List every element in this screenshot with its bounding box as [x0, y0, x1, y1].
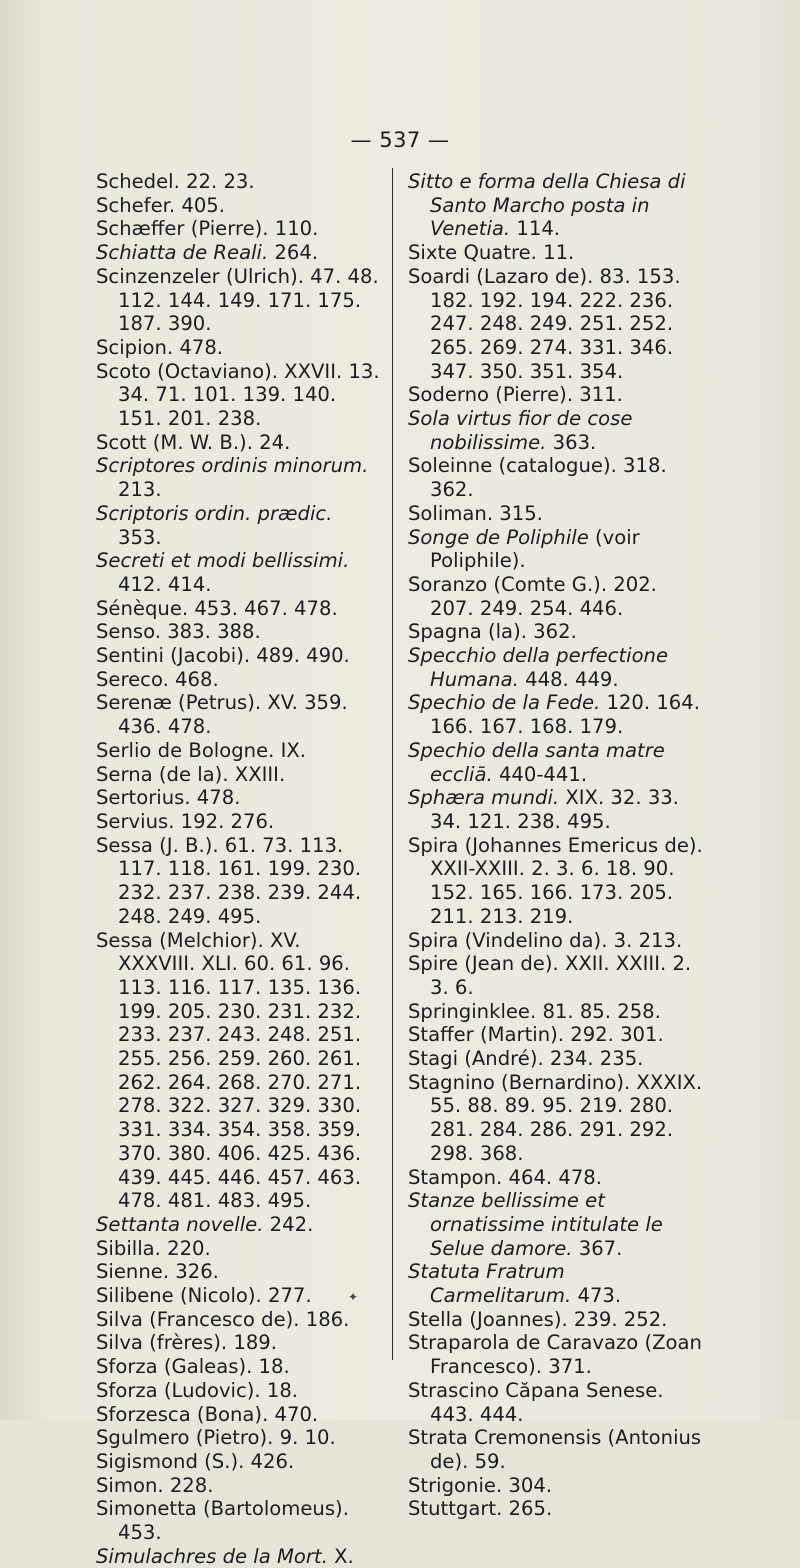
entry-title: Simulachres de la Mort. [96, 1544, 328, 1568]
entry-text: Scoto (Octaviano). XXVII. 13. 34. 71. 101. 139. 140. 151. 201. 238. [96, 359, 380, 431]
entry-text: Stella (Joannes). 239. 252. [408, 1307, 668, 1331]
index-entry [96, 1284, 380, 1308]
entry-text: 353. [118, 525, 162, 549]
index-entry [96, 1331, 380, 1355]
index-entry [408, 620, 704, 644]
entry-text: Sibilla. 220. [96, 1236, 211, 1260]
entry-text: Silva (Francesco de). 186. [96, 1307, 350, 1331]
index-entry [408, 407, 704, 454]
entry-title: Sola virtus fior de cose nobilissime. [408, 407, 633, 454]
entry-text: Stuttgart. 265. [408, 1497, 553, 1521]
entry-text: Simonetta (Bartolomeus). 453. [96, 1497, 349, 1545]
index-entry [96, 1450, 380, 1474]
index-entry [96, 170, 380, 194]
index-entry [408, 170, 704, 241]
entry-title: Secreti et modi bellissimi. [96, 549, 350, 573]
entry-text: Strata Cremonensis (Antonius de). 59. [408, 1426, 702, 1473]
index-entry [408, 1474, 704, 1498]
entry-text: Sertorius. 478. [96, 786, 241, 810]
index-entry [408, 502, 704, 526]
entry-text: (voir Poliphile). [430, 525, 640, 573]
index-entry [408, 1260, 704, 1307]
index-entry [96, 360, 380, 431]
index-entry [96, 217, 380, 241]
entry-text: Spire (Jean de). XXII. XXIII. 2. 3. 6. [408, 952, 692, 999]
index-entry [96, 786, 380, 810]
index-entry [96, 691, 380, 738]
index-entry [96, 1308, 380, 1332]
entry-text: Spira (Vindelino da). 3. 213. [408, 928, 683, 952]
entry-text: Sixte Quatre. 11. [408, 241, 575, 265]
entry-title: Spechio de la Fede. [408, 691, 601, 715]
entry-text: Sénèque. 453. 467. 478. [96, 596, 338, 620]
entry-text: Scott (M. W. B.). 24. [96, 430, 291, 454]
entry-text: Spira (Johannes Emericus de). XXII-XXIII. 2. 3. 6. 18. 90. 152. 165. 166. 173. 205. 211. 213. 219. [408, 833, 703, 928]
index-entry [96, 810, 380, 834]
entry-text: 412. 414. [118, 572, 212, 596]
index-entry [408, 952, 704, 999]
entry-text: Soliman. 315. [408, 501, 543, 525]
entry-title: Schiatta de Reali. [96, 241, 269, 265]
index-entry [408, 1023, 704, 1047]
entry-title: Statuta Fratrum Carmelitarum. [408, 1260, 572, 1308]
entry-title: Scriptores ordinis minorum. [96, 454, 369, 478]
index-entry [96, 763, 380, 787]
entry-text: XIX. 32. 33. 34. 121. 238. 495. [430, 786, 679, 833]
index-column-left [96, 170, 380, 1568]
entry-text: Soleinne (catalogue). 318. 362. [408, 454, 667, 502]
entry-text: Stagi (André). 234. 235. [408, 1047, 644, 1071]
index-entry [96, 1237, 380, 1261]
entry-text: 448. 449. [518, 667, 619, 691]
index-entry [408, 1166, 704, 1190]
index-entry [408, 1426, 704, 1473]
index-entry [96, 739, 380, 763]
entry-title: Settanta novelle. [96, 1212, 264, 1236]
entry-title: Spechio della santa matre eccliā. [408, 738, 665, 786]
index-entry [96, 549, 380, 596]
index-entry [408, 644, 704, 691]
entry-text: Strigonie. 304. [408, 1473, 553, 1497]
entry-text: Servius. 192. 276. [96, 809, 275, 833]
entry-title: Specchio della perfectione Humana. [408, 644, 669, 691]
index-entry [96, 1355, 380, 1379]
index-entry [96, 668, 380, 692]
entry-text: Simon. 228. [96, 1473, 214, 1497]
index-entry [408, 691, 704, 738]
index-entry [408, 1071, 704, 1166]
entry-text: Serlio de Bologne. IX. [96, 738, 307, 762]
entry-text: Spagna (la). 362. [408, 620, 577, 644]
entry-text: Soderno (Pierre). 311. [408, 383, 623, 407]
index-entry [96, 241, 380, 265]
entry-text: Soardi (Lazaro de). 83. 153. 182. 192. 194. 222. 236. 247. 248. 249. 251. 252. 265. 269. 274. 331. 346. 347. 350. 351. 354. [408, 264, 681, 383]
entry-text: 213. [118, 478, 162, 502]
entry-text: X. [327, 1544, 354, 1568]
entry-text: Silibene (Nicolo). 277. [96, 1284, 312, 1308]
entry-text: Senso. 383. 388. [96, 620, 261, 644]
index-entry [96, 1497, 380, 1544]
entry-text: Staffer (Martin). 292. 301. [408, 1023, 664, 1047]
index-entry [408, 786, 704, 833]
entry-title: Sphæra mundi. [408, 786, 560, 810]
index-entry [408, 454, 704, 501]
ink-mark-icon: ✦ [348, 1290, 359, 1304]
entry-text: Sessa (J. B.). 61. 73. 113. 117. 118. 161. 199. 230. 232. 237. 238. 239. 244. 248. 249. 495. [96, 833, 362, 928]
index-entry [96, 336, 380, 360]
index-entry [96, 265, 380, 336]
index-entry [96, 644, 380, 668]
index-entry [408, 929, 704, 953]
entry-text: 120. 164. 166. 167. 168. 179. [430, 691, 700, 739]
index-entry [96, 1474, 380, 1498]
index-entry [408, 526, 704, 573]
index-entry [96, 454, 380, 501]
index-entry [408, 1331, 704, 1378]
entry-title: Songe de Poliphile [408, 525, 589, 549]
entry-text: 363. [546, 430, 597, 454]
entry-text: 114. [510, 217, 561, 241]
entry-text: 367. [572, 1236, 623, 1260]
index-entry [96, 834, 380, 929]
index-entry [96, 1379, 380, 1403]
entry-text: 264. [268, 241, 319, 265]
entry-text: Straparola de Caravazo (Zoan Francesco). 371. [408, 1331, 702, 1379]
entry-text: Springinklee. 81. 85. 258. [408, 999, 661, 1023]
entry-text: Sgulmero (Pietro). 9. 10. [96, 1426, 336, 1450]
entry-text: Sereco. 468. [96, 667, 219, 691]
entry-text: 473. [571, 1284, 622, 1308]
index-entry [408, 1047, 704, 1071]
entry-text: Sienne. 326. [96, 1260, 219, 1284]
page-number: — 537 — [350, 128, 450, 152]
entry-text: Strascino Căpana Senese. 443. 444. [408, 1378, 664, 1426]
entry-text: Stagnino (Bernardino). XXXIX. 55. 88. 89. 95. 219. 280. 281. 284. 286. 291. 292. 298. 368. [408, 1070, 703, 1165]
entry-text: Stampon. 464. 478. [408, 1165, 602, 1189]
entry-text: Sigismond (S.). 426. [96, 1449, 295, 1473]
index-entry [408, 265, 704, 384]
entry-text: Sentini (Jacobi). 489. 490. [96, 644, 350, 668]
entry-text: Soranzo (Comte G.). 202. 207. 249. 254. 446. [408, 572, 657, 620]
index-entry [408, 1189, 704, 1260]
index-entry [408, 1308, 704, 1332]
index-entry [408, 834, 704, 929]
index-entry [408, 383, 704, 407]
entry-text: 440-441. [492, 762, 588, 786]
index-entry [96, 929, 380, 1213]
index-entry [408, 241, 704, 265]
index-entry [96, 194, 380, 218]
index-entry [408, 1379, 704, 1426]
index-entry [96, 620, 380, 644]
entry-title: Stanze bellissime et ornatissime intitulate le Selue damore. [408, 1189, 663, 1260]
entry-text: Schæffer (Pierre). 110. [96, 217, 319, 241]
index-entry [96, 431, 380, 455]
entry-text: Scipion. 478. [96, 335, 224, 359]
index-entry [96, 1426, 380, 1450]
entry-text: Serenæ (Petrus). XV. 359. 436. 478. [96, 691, 348, 739]
column-divider [392, 168, 393, 1360]
index-entry [408, 1000, 704, 1024]
index-entry [408, 573, 704, 620]
entry-text: Sforzesca (Bona). 470. [96, 1402, 319, 1426]
index-entry [96, 502, 380, 549]
entry-title: Scriptoris ordin. prædic. [96, 501, 333, 525]
entry-text: Scinzenzeler (Ulrich). 47. 48. 112. 144. 149. 171. 175. 187. 390. [96, 264, 379, 336]
index-column-right [408, 170, 704, 1521]
entry-text: Serna (de la). XXIII. [96, 762, 286, 786]
entry-text: 242. [263, 1212, 314, 1236]
entry-text: Schefer. 405. [96, 193, 225, 217]
index-entry [96, 1545, 380, 1568]
index-entry [408, 1497, 704, 1521]
index-entry [96, 1403, 380, 1427]
entry-title: Sitto e forma della Chiesa di Santo Marcho posta in Venetia. [408, 170, 686, 241]
entry-text: Sforza (Ludovic). 18. [96, 1378, 299, 1402]
index-entry [408, 739, 704, 786]
index-entry [96, 1213, 380, 1237]
entry-text: Sforza (Galeas). 18. [96, 1355, 290, 1379]
entry-text: Sessa (Melchior). XV. XXXVIII. XLI. 60. 61. 96. 113. 116. 117. 135. 136. 199. 205. 230. 231. 232. 233. 237. 243. 248. 251. 255. 256. 259. 260. 261. 262. 264. 268. 270. 271. 278. 322. 327. 329. 330. 331. 334. 354. 358. 359. 370. 380. 406. 425. 436. 439. 445. 446. 457. 463. 478. 481. 483. 495. [96, 928, 362, 1213]
index-entry [96, 1260, 380, 1284]
index-entry [96, 597, 380, 621]
entry-text: Schedel. 22. 23. [96, 170, 255, 193]
entry-text: Silva (frères). 189. [96, 1331, 277, 1355]
